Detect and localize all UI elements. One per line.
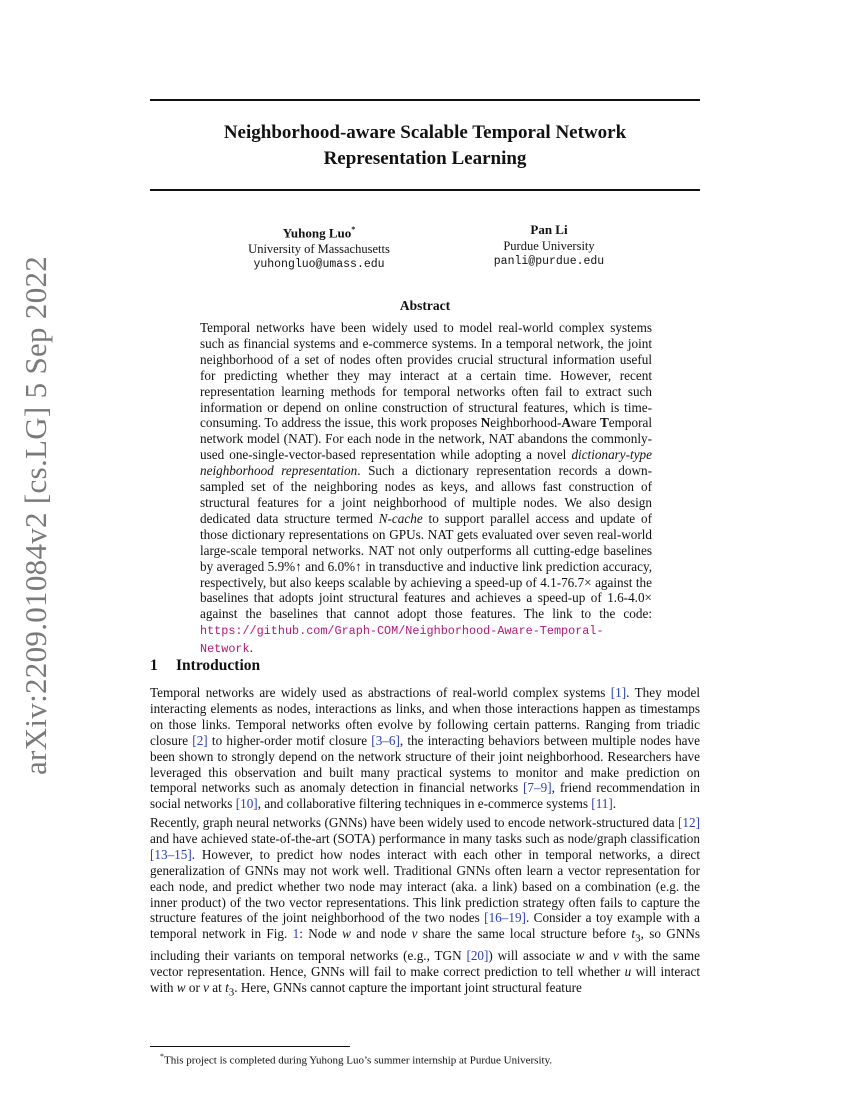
- author-email: yuhongluo@umass.edu: [253, 258, 385, 272]
- citation-link[interactable]: [16–19]: [484, 910, 526, 926]
- text-run: or: [185, 979, 204, 995]
- footnote-mark: *: [160, 1052, 164, 1061]
- title-line-2: Representation Learning: [323, 148, 527, 169]
- citation-link[interactable]: [20]: [466, 947, 489, 963]
- text-run: Recently, graph neural networks (GNNs) have been widely used to encode network-structured data: [150, 815, 679, 830]
- author-email: panli@purdue.edu: [493, 255, 605, 268]
- citation-link[interactable]: 1: [292, 926, 300, 942]
- citation-link[interactable]: [11]: [591, 796, 613, 812]
- section-heading-introduction: [150, 657, 260, 675]
- citation-link[interactable]: [7–9]: [523, 780, 552, 796]
- text-run: . Here, GNNs cannot capture the important joint structural feature: [234, 979, 582, 995]
- math-subscript: 3: [635, 932, 641, 945]
- math-variable: v: [203, 979, 209, 995]
- text-run: at: [209, 979, 226, 995]
- text-run: . However, to predict how nodes interact with each other in temporal networks, a direct generalization of GNNs may not work well. Traditional GNNs often learn a vector representation for each node, and predict whether two node may interact (aka. a link) based on a combination (e.g. the inner product) of the two vector representations. This link prediction strategy often fails to capture the structure features of the joint neighborhood of the two nodes: [150, 846, 700, 926]
- citation-link[interactable]: [2]: [192, 732, 208, 748]
- text-run: to higher-order motif closure: [207, 732, 372, 748]
- text-run: , and collaborative filtering techniques in e-commerce systems: [257, 796, 592, 812]
- title-line-1: Neighborhood-aware Scalable Temporal Network: [223, 122, 627, 143]
- text-run: share the same local structure before: [417, 926, 632, 942]
- math-variable: w: [342, 926, 351, 942]
- abstract-body: Temporal networks have been widely used to model real-world complex systems such as financial systems and e-commerce systems. In a temporal network, the joint neighborhood of a set of nodes often provides crucial structural information useful for predicting whether they may interact at a certain time. However, recent representation learning methods for temporal networks often fail to extract such information or depend on online construction of structural features, which is time-consuming. To address the issue, this work proposes Neighborhood-Aware Temporal network model (NAT). For each node in the network, NAT abandons the commonly-used one-single-vector-based representation while adopting a novel dictionary-type neighborhood representation. Such a dictionary representation records a down-sampled set of the neighboring nodes as keys, and allows fast construction of structural features for a joint neighborhood of multiple nodes. We also design dedicated data structure termed N-cache to support parallel access and update of those dictionary representations on GPUs. NAT gets evaluated over seven real-world large-scale temporal networks. NAT not only outperforms all cutting-edge baselines by averaged 5.9%↑ and 6.0%↑ in transductive and inductive link prediction accuracy, respectively, but also keeps scalable by achieving a speed-up of 4.1-76.7× against the baselines that adopts joint structural features and achieves a speed-up of 1.6-4.0× against the baselines that cannot adopt those features. The link to the code: https://github.com/Graph-COM/Neighborhood-Aware-Temporal-Network.: [200, 320, 652, 657]
- text-run: .: [612, 796, 617, 812]
- math-variable: t: [225, 979, 229, 995]
- arxiv-side-stamp: arXiv:2209.01084v2 [cs.LG] 5 Sep 2022: [18, 255, 53, 775]
- title-top-rule: [150, 99, 700, 101]
- citation-link[interactable]: [1]: [610, 685, 627, 700]
- text-run: ) will associate: [488, 947, 576, 963]
- text-run: , so GNNs including their variants on temporal networks (e.g., TGN: [150, 926, 700, 963]
- author-name: Yuhong Luo: [282, 225, 352, 241]
- author-name: Pan Li: [530, 222, 568, 237]
- citation-link[interactable]: [13–15]: [150, 846, 192, 862]
- math-variable: u: [624, 963, 632, 979]
- math-variable: v: [411, 926, 418, 942]
- math-variable: w: [176, 979, 186, 995]
- math-variable: t: [631, 926, 636, 942]
- title-bottom-rule: [150, 189, 700, 191]
- author-block-1: [189, 222, 449, 273]
- citation-link[interactable]: [10]: [235, 796, 258, 812]
- author-affiliation: University of Massachusetts: [248, 242, 390, 257]
- text-run: , friend recommendation in social networks: [150, 780, 700, 812]
- citation-link[interactable]: [3–6]: [371, 732, 400, 748]
- author-footnote-mark: *: [351, 225, 356, 234]
- code-link[interactable]: https://github.com/Graph-COM/Neighborhood-Aware-Temporal-Network: [200, 624, 604, 657]
- text-run: . They model interacting elements as nodes, interactions as links, and when those interactions happen as timestamps on those links. Temporal networks often evolve by following certain patterns. Ranging from triadic closure: [150, 685, 700, 748]
- footnote-text: This project is completed during Yuhong Luo’s summer internship at Purdue University.: [164, 1054, 553, 1067]
- author-block-2: [419, 222, 679, 270]
- text-run: and have achieved state-of-the-art (SOTA) performance in many tasks such as node/graph classification: [150, 830, 700, 846]
- intro-paragraph-1: [150, 685, 700, 812]
- text-run: with the same vector representation. Hence, GNNs will fail to make correct prediction to tell whether: [150, 947, 700, 979]
- abstract-heading: Abstract: [399, 298, 451, 313]
- text-run: Temporal networks are widely used as abstractions of real-world complex systems: [150, 685, 611, 700]
- section-number: 1: [150, 657, 158, 674]
- text-run: and node: [350, 926, 412, 942]
- footnote-rule: [150, 1046, 350, 1047]
- text-run: . Consider a toy example with a temporal network in Fig.: [150, 910, 700, 942]
- citation-link[interactable]: [12]: [678, 815, 700, 830]
- text-run: , the interacting behaviors between multiple nodes have been shown to strongly depend on the network structure of their joint neighborhood. Researchers have leveraged this observation and built many practical systems to monitor and make prediction on temporal networks such as anomaly detection in financial networks: [150, 732, 700, 796]
- text-run: will interact with: [150, 963, 700, 995]
- paper-title: [150, 120, 700, 172]
- author-affiliation: Purdue University: [503, 239, 595, 253]
- math-subscript: 3: [228, 986, 235, 999]
- math-variable: v: [612, 947, 619, 963]
- text-run: : Node: [299, 926, 343, 942]
- intro-paragraph-2: [150, 815, 700, 1001]
- footnote: [160, 1052, 552, 1067]
- text-run: and: [584, 947, 613, 963]
- math-variable: w: [575, 947, 585, 963]
- section-title: Introduction: [176, 657, 261, 674]
